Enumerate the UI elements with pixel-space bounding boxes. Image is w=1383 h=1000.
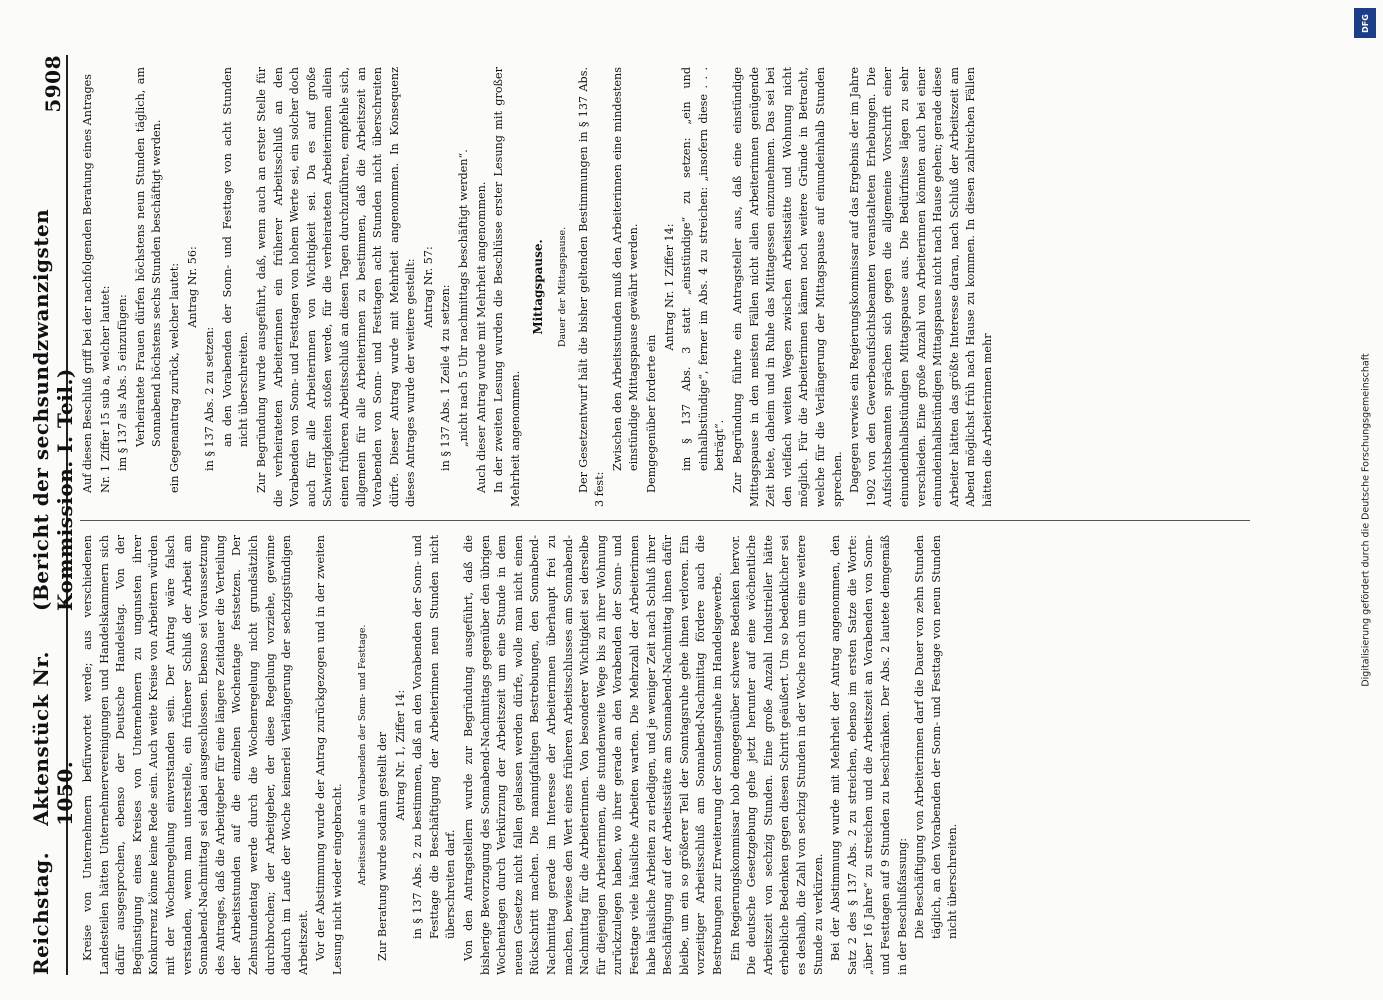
paragraph: ein Gegenantrag zurück, welcher lautet:	[167, 262, 181, 493]
paragraph: „nicht nach 5 Uhr nachmittags beschäftigt werden“.	[457, 149, 471, 447]
paragraph: Auch dieser Antrag wurde mit Mehrheit angenommen.	[474, 181, 488, 493]
paragraph: Bei der Abstimmung wurde mit Mehrheit der Antrag angenommen, den Satz 2 des § 137 Abs. 2 zu streichen, ebenso im ersten Satze die Worte: „über 16 Jahre“ zu streichen und die Arbeitszeit an Vorabenden von Sonn- und Festtagen auf 9 Stunden zu beschränken. Der Abs. 2 lautete demgemäß in der Beschlußfassung:	[829, 535, 909, 975]
digitization-stamp	[1351, 0, 1381, 1000]
section-heading: Arbeitsschluß an Vorabenden der Sonn- und Festtage.	[356, 624, 368, 886]
paragraph: Zur Beratung wurde sodann gestellt der	[376, 731, 390, 961]
paragraph: im § 137 als Abs. 5 einzufügen:	[116, 294, 130, 471]
funding-note: Digitalisierung gefördert durch die Deutsche Forschungsgemeinschaft	[1360, 353, 1372, 687]
paragraph: Antrag Nr. 1, Ziffer 14:	[393, 689, 407, 821]
paragraph: Vor der Abstimmung wurde der Antrag zurückgezogen und in der zweiten Lesung nicht wieder eingebracht.	[314, 535, 344, 975]
header-institution: Reichstag.	[29, 851, 53, 975]
paragraph: Dagegen verwies ein Regierungskommissar auf das Ergebnis der im Jahre 1902 von den Gewerbeaufsichtsbeamten veranstalteten Erhebungen. Die Aufsichtsbeamten sprächen sich gegen die allgemeine Vorschrift einer einundeinhalbstündigen Mittagspause aus. Die Bedürfnisse lägen zu sehr verschieden. Eine große Anzahl von Arbeiterinnen könnten auch bei einer einundeinhalbstündigen Mittagspause nicht nach Hause gehen; gerade diese Arbeiter hätten das größte Interesse daran, nach Schluß der Arbeitszeit am Abend möglichst früh nach Hause zu kommen. In diesen zahlreichen Fällen hätten die Arbeiterinnen mehr	[848, 67, 994, 507]
paragraph: Zur Begründung führte ein Antragsteller aus, daß eine einstündige Mittagspause in den meisten Fällen nicht allen Arbeiterinnen genügende Zeit biete, daheim und in Ruhe das Mittagessen einzunehmen. Das sei bei den vielfach weiten Wegen zwischen Arbeitsstätte und Wohnung nicht möglich. Für die Arbeiterinnen kämen noch weitere Gründe in Betracht, welche für die Verlängerung der Mittagspause auf einundeinhalb Stunden sprechen.	[730, 67, 844, 507]
paragraph: Von den Antragstellern wurde zur Begründung ausgeführt, daß die bisherige Bevorzugung des Sonnabend-Nachmittags gegenüber den übrigen Wochentagen durch Verkürzung der Arbeitszeit um eine Stunde in dem neuen Gesetze nicht fallen gelassen werden dürfe, wolle man nicht einen Rückschritt machen. Die mannigfaltigen Bestrebungen, den Sonnabend-Nachmittag gerade im Interesse der Arbeiterinnen überhaupt frei zu machen, bewiese den Wert eines früheren Arbeitsschlusses am Sonnabend-Nachmittag für die Arbeiterinnen. Von besonderer Wichtigkeit sei derselbe für diejenigen Arbeiterinnen, die stundenweite Wege bis zu ihrer Wohnung zurückzulegen haben, wo ihrer gerade an den Vorabenden der Sonn- und Festtage viele häusliche Arbeiten warten. Die Mehrzahl der Arbeiterinnen habe häusliche Arbeiten zu erledigen, und je weniger Zeit nach Schluß ihrer Beschäftigung auf der Arbeitsstätte am Sonnabend-Nachmittag ihnen dafür bleibe, um ein so größerer Teil der Sonntagsruhe gehe ihnen verloren. Ein vorzeitiger Arbeitsschluß am Sonnabend-Nachmittag fördere auch die Bestrebungen zur Erweiterung der Sonntagsruhe im Handelsgewerbe.	[462, 535, 724, 975]
paragraph: Zur Begründung wurde ausgeführt, daß, wenn auch an erster Stelle für die verheirateten Arbeiterinnen ein früherer Arbeitsschluß an den Vorabenden von Sonn- und Festtagen von hohem Werte sei, ein solcher doch auch für alle Arbeiterinnen von Wichtigkeit sei. Da es auf große Schwierigkeiten stoßen werde, für die verheirateten Arbeiterinnen allein einen früheren Arbeitsschluß an diesen Tagen durchzuführen, empfehle sich, allgemein für alle Arbeiterinnen zu bestimmen, daß die Arbeitszeit an Vorabenden von Sonn- und Festtagen acht Stunden nicht überschreiten dürfe. Dieser Antrag wurde mit Mehrheit angenommen. In Konsequenz dieses Antrages wurde der weitere gestellt:	[254, 67, 418, 507]
paragraph: in § 137 Abs. 2 zu bestimmen, daß an den Vorabenden der Sonn- und Festtage die Beschäftigung der Arbeiterinnen neun Stunden nicht überschreiten darf.	[411, 535, 458, 939]
paragraph: Verheiratete Frauen dürfen höchstens neun Stunden täglich, am Sonnabend höchstens sechs Stunden beschäftigt werden.	[133, 67, 164, 447]
paragraph: Die Beschäftigung von Arbeiterinnen darf die Dauer von zehn Stunden täglich, an den Vorabenden der Sonn- und Festtage von neun Stunden nicht überschreiten.	[913, 535, 960, 939]
paragraph: Antrag Nr. 57:	[421, 246, 435, 328]
column-divider	[80, 520, 1250, 521]
header-document-number: Aktenstück Nr. 1050.	[29, 651, 77, 826]
paragraph: Der Gesetzentwurf hält die bisher geltenden Bestimmungen in § 137 Abs. 3 fest:	[576, 67, 607, 507]
text-column-right	[80, 67, 1270, 507]
page-number: 5908	[41, 55, 65, 113]
text-column-left	[80, 535, 1270, 975]
paragraph: Ein Regierungskommissar hob demgegenüber schwere Bedenken hervor. Die deutsche Gesetzgebung gehe jetzt herunter auf eine wöchentliche Arbeitszeit von sechzig Stunden. Eine große Anzahl Industrieller hätte erhebliche Bedenken gegen diesen Schritt geäußert. Um so bedenklicher sei es deshalb, die Zahl von sechzig Stunden in der Woche noch um eine weitere Stunde zu verkürzen.	[728, 535, 825, 975]
paragraph: Antrag Nr. 56:	[185, 246, 199, 328]
paragraph: in § 137 Abs. 2 zu setzen:	[203, 326, 217, 471]
rotated-document	[29, 55, 1350, 975]
paragraph: Demgegenüber forderte ein	[645, 334, 658, 493]
paragraph: an den Vorabenden der Sonn- und Festtage von acht Stunden nicht überschreiten.	[220, 67, 251, 447]
section-heading: Dauer der Mittagspause.	[557, 226, 569, 348]
paragraph: im § 137 Abs. 3 statt „einstündige“ zu setzen: „ein und einhalbstündige“, ferner im Abs. 4 zu streichen: „insofern diese . . . beträgt“.	[680, 67, 727, 471]
paragraph: Zwischen den Arbeitsstunden muß den Arbeiterinnen eine mindestens einstündige Mittagspause gewährt werden.	[610, 67, 641, 471]
paragraph: Antrag Nr. 1 Ziffer 14:	[662, 223, 676, 351]
page-header	[29, 55, 77, 975]
header-title: (Bericht der sechsundzwanzigsten Kommission. I. Teil.)	[29, 208, 77, 611]
paragraph: Kreise von Unternehmern befürwortet werde; aus verschiedenen Landesteilen hätten Unternehmervereinigungen und Handelskammern sich dafür ausgesprochen, ebenso der Deutsche Handelstag. Von der Begünstigung eines Kreises von Unternehmern zu ungunsten ihrer Konkurrenz könne keine Rede sein. Auch weite Kreise von Arbeitern würden mit der Wochenregelung einverstanden sein. Der Antrag wäre falsch verstanden, wenn man unterstelle, ein früherer Schluß der Arbeit am Sonnabend-Nachmittag sei dabei ausgeschlossen. Ebenso sei Voraussetzung des Antrages, daß die Arbeitgeber für eine längere Zeitdauer die Verteilung der Arbeitsstunden auf die einzelnen Wochentage festsetzen. Der Zehnstundentag werde durch die Wochenregelung nicht grundsätzlich durchbrochen; der Arbeitgeber, der diese Regelung vorziehe, gewinne dadurch im Laufe der Woche keinerlei Verlängerung der sechzigstündigen Arbeitszeit.	[81, 535, 310, 975]
section-heading: Mittagspause.	[531, 239, 546, 335]
paragraph: Auf diesen Beschluß griff bei der nachfolgenden Beratung eines Antrages	[81, 74, 94, 493]
paragraph: Nr. 1 Ziffer 15 sub a, welcher lautet:	[98, 285, 112, 493]
dfg-logo: DFG	[1354, 8, 1376, 38]
paragraph: in § 137 Abs. 1 Zeile 4 zu setzen:	[439, 284, 453, 471]
paragraph: In der zweiten Lesung wurden die Beschlüsse erster Lesung mit großer Mehrheit angenommen.	[492, 67, 522, 507]
